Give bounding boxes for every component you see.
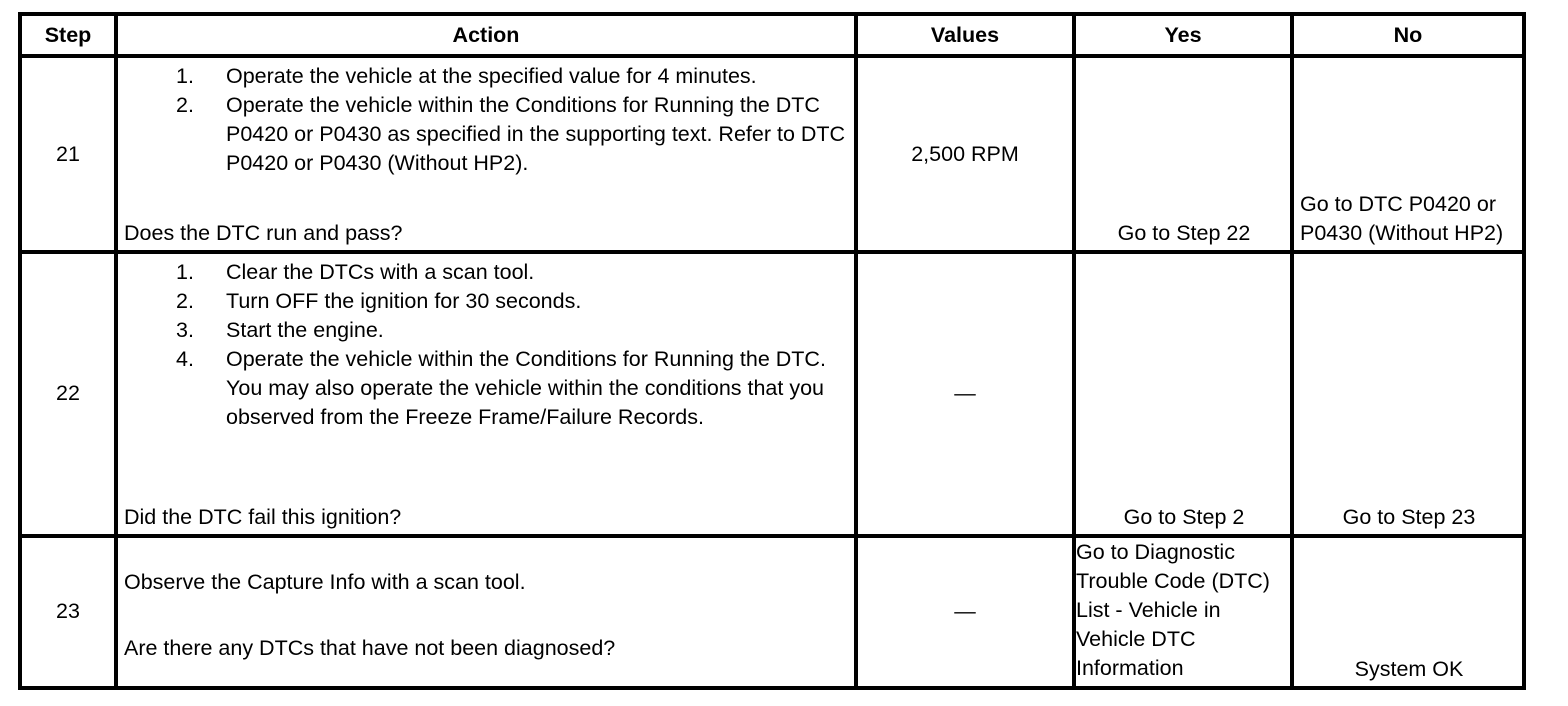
no-cell — [1292, 536, 1524, 688]
action-instruction: Observe the Capture Info with a scan tool. — [124, 569, 526, 594]
header-row — [20, 14, 1524, 56]
header-no: No — [1292, 14, 1524, 56]
action-question: Does the DTC run and pass? — [124, 221, 403, 246]
diagnostic-table — [18, 12, 1526, 690]
list-item: 1. Operate the vehicle at the specified value for 4 minutes. — [176, 64, 757, 88]
list-item: 2. Operate the vehicle within the Conditions for Running the DTC P0420 or P0430 as specified in the supporting text. Refer to DTC P0420 or P0430 (Without HP2). — [176, 93, 846, 175]
action-list — [124, 62, 848, 178]
list-item: 3. Start the engine. — [176, 318, 384, 343]
no-cell — [1292, 252, 1524, 536]
no-link: Go to Step 23 — [1342, 504, 1476, 529]
action-question: Are there any DTCs that have not been diagnosed? — [124, 635, 616, 660]
yes-link: Go to Step 2 — [1123, 504, 1245, 529]
no-link: System OK — [1354, 657, 1464, 681]
value-cell: 2,500 RPM — [856, 56, 1074, 252]
action-cell — [116, 252, 856, 536]
step-number: 21 — [20, 56, 116, 252]
no-cell — [1292, 56, 1524, 252]
list-item: 4. Operate the vehicle within the Conditions for Running the DTC. You may also operate the vehicle within the conditions that you observed from the Freeze Frame/Failure Records. — [176, 347, 826, 430]
action-cell — [116, 536, 856, 688]
header-values: Values — [856, 14, 1074, 56]
table-row-step-22 — [20, 252, 1524, 536]
no-link: Go to DTC P0420 or P0430 (Without HP2) — [1300, 192, 1504, 246]
yes-link: Go to Step 22 — [1117, 221, 1251, 246]
yes-cell — [1074, 56, 1292, 252]
action-list — [124, 258, 848, 432]
table-row-step-21 — [20, 56, 1524, 252]
step-number: 23 — [20, 536, 116, 688]
action-cell — [116, 56, 856, 252]
header-step: Step — [20, 14, 116, 56]
header-yes: Yes — [1074, 14, 1292, 56]
yes-link: Go to Diagnostic Trouble Code (DTC) List - Vehicle in Vehicle DTC Information — [1076, 539, 1270, 680]
step-number: 22 — [20, 252, 116, 536]
value-cell: — — [856, 536, 1074, 688]
list-item: 2. Turn OFF the ignition for 30 seconds. — [176, 289, 582, 314]
list-item: 1. Clear the DTCs with a scan tool. — [176, 260, 535, 285]
table-row-step-23 — [20, 536, 1524, 688]
value-cell: — — [856, 252, 1074, 536]
action-question: Did the DTC fail this ignition? — [124, 504, 402, 529]
header-action: Action — [116, 14, 856, 56]
yes-cell — [1074, 252, 1292, 536]
yes-cell — [1074, 536, 1292, 688]
